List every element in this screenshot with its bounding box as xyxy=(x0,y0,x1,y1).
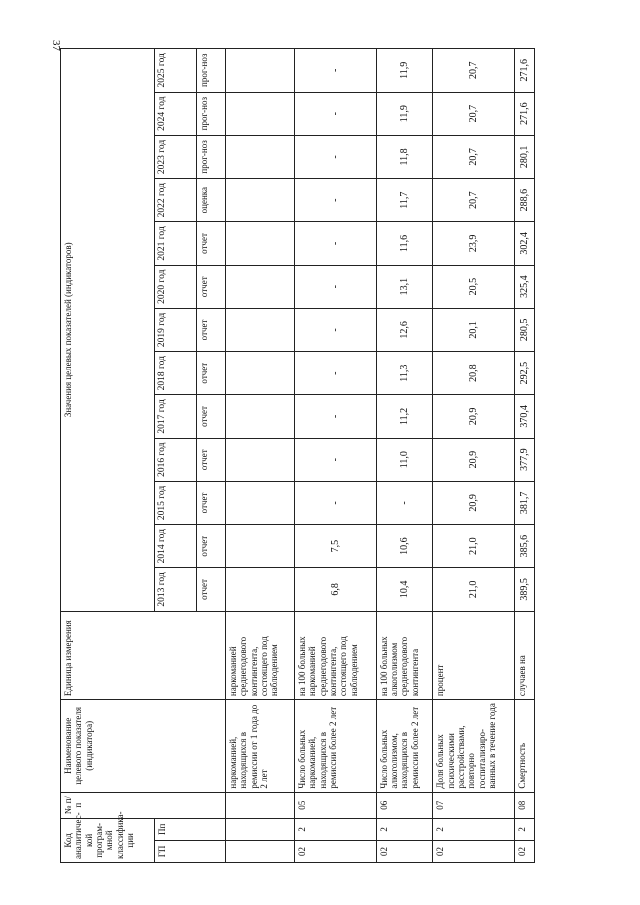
value-cell xyxy=(225,222,294,265)
value-cell: 325,4 xyxy=(514,265,534,308)
value-cell: 12,6 xyxy=(376,308,432,351)
unit-cell: процент xyxy=(433,611,515,700)
indicator-name-cell: Число больных алкоголизмом, находящихся в ремиссии более 2 лет xyxy=(376,700,432,793)
unit-cell: на 100 больных алкоголизмом среднегодового контингента xyxy=(376,611,432,700)
value-cell: 302,4 xyxy=(514,222,534,265)
indicator-table-sheet xyxy=(60,48,535,863)
table-row xyxy=(225,49,294,863)
value-cell: 11,6 xyxy=(376,222,432,265)
value-cell: 280,1 xyxy=(514,135,534,178)
value-cell xyxy=(225,525,294,568)
value-cell: - xyxy=(295,352,377,395)
status-header: отчет xyxy=(196,568,225,611)
value-cell: 10,4 xyxy=(376,568,432,611)
status-header: отчет xyxy=(196,525,225,568)
unit-cell: наркоманией среднегодового контингента, состоящего под наблюдением xyxy=(225,611,294,700)
status-header: отчет xyxy=(196,308,225,351)
value-cell: - xyxy=(376,481,432,524)
value-cell: - xyxy=(295,395,377,438)
value-cell: 20,5 xyxy=(433,265,515,308)
value-cell: 271,6 xyxy=(514,49,534,93)
num-header: № п/п xyxy=(61,792,226,818)
value-cell: 280,5 xyxy=(514,308,534,351)
pp-cell: 2 xyxy=(376,818,432,840)
value-cell xyxy=(225,179,294,222)
year-header: 2018 год xyxy=(155,352,196,395)
value-cell: 6,8 xyxy=(295,568,377,611)
value-cell: 20,8 xyxy=(433,352,515,395)
unit-cell: на 100 больных наркоманией среднегодового контингента, состоящего под наблюдением xyxy=(295,611,377,700)
unit-header: Единица измерения xyxy=(61,611,226,700)
gp-cell: 02 xyxy=(295,840,377,862)
year-header: 2021 год xyxy=(155,222,196,265)
value-cell: - xyxy=(295,265,377,308)
value-cell: 11,9 xyxy=(376,92,432,135)
value-cell: 11,9 xyxy=(376,49,432,93)
table-row xyxy=(376,49,432,863)
pp-cell xyxy=(225,818,294,840)
gp-cell: 02 xyxy=(514,840,534,862)
value-cell: - xyxy=(295,135,377,178)
value-cell: 7,5 xyxy=(295,525,377,568)
status-header: прог-ноз xyxy=(196,92,225,135)
value-cell xyxy=(225,265,294,308)
value-cell xyxy=(225,135,294,178)
indicator-name-cell: Число больных наркоманией, находящихся в ремиссии более 2 лет xyxy=(295,700,377,793)
pp-header: Пп xyxy=(155,818,226,840)
indicator-name-cell: Смертность xyxy=(514,700,534,793)
value-cell: 13,1 xyxy=(376,265,432,308)
indicator-name-cell: наркоманией, находящихся в ремиссии от 1 года до 2 лет xyxy=(225,700,294,793)
gp-header: ГП xyxy=(155,840,226,862)
year-header: 2025 год xyxy=(155,49,196,93)
value-cell: 20,9 xyxy=(433,438,515,481)
status-header: отчет xyxy=(196,395,225,438)
value-cell: 23,9 xyxy=(433,222,515,265)
pp-cell: 2 xyxy=(514,818,534,840)
table-row xyxy=(433,49,515,863)
value-cell: 288,6 xyxy=(514,179,534,222)
value-cell: 10,6 xyxy=(376,525,432,568)
code-header: Код аналитичес-кой програм-мной классифика-ции xyxy=(61,818,155,862)
value-cell: 292,5 xyxy=(514,352,534,395)
value-cell: - xyxy=(295,92,377,135)
num-cell: 06 xyxy=(376,792,432,818)
value-cell: - xyxy=(295,438,377,481)
gp-cell: 02 xyxy=(376,840,432,862)
status-header: прог-ноз xyxy=(196,49,225,93)
gp-cell: 02 xyxy=(433,840,515,862)
indicator-name-cell: Доля больных психическими расстройствами, повторно госпитализиро-ванных в течение года xyxy=(433,700,515,793)
status-header: отчет xyxy=(196,438,225,481)
value-cell: 20,9 xyxy=(433,481,515,524)
table-row xyxy=(295,49,377,863)
value-cell: - xyxy=(295,49,377,93)
num-cell: 05 xyxy=(295,792,377,818)
year-header: 2016 год xyxy=(155,438,196,481)
value-cell: 11,3 xyxy=(376,352,432,395)
value-cell: - xyxy=(295,481,377,524)
value-cell xyxy=(225,308,294,351)
value-cell: 20,1 xyxy=(433,308,515,351)
gp-cell xyxy=(225,840,294,862)
value-cell xyxy=(225,481,294,524)
year-header: 2022 год xyxy=(155,179,196,222)
value-cell xyxy=(225,438,294,481)
year-header: 2015 год xyxy=(155,481,196,524)
indicator-table xyxy=(60,48,535,863)
year-header: 2017 год xyxy=(155,395,196,438)
value-cell: 21,0 xyxy=(433,525,515,568)
value-cell: 20,7 xyxy=(433,49,515,93)
pp-cell: 2 xyxy=(433,818,515,840)
year-header: 2020 год xyxy=(155,265,196,308)
page-number: 37 xyxy=(50,40,62,51)
value-cell: 11,0 xyxy=(376,438,432,481)
values-header: Значения целевых показателей (индикаторов) xyxy=(61,49,155,612)
status-header: прог-ноз xyxy=(196,135,225,178)
year-header: 2013 год xyxy=(155,568,196,611)
value-cell: 21,0 xyxy=(433,568,515,611)
value-cell xyxy=(225,92,294,135)
num-cell: 07 xyxy=(433,792,515,818)
status-header: отчет xyxy=(196,222,225,265)
value-cell xyxy=(225,352,294,395)
year-header: 2023 год xyxy=(155,135,196,178)
value-cell: 11,7 xyxy=(376,179,432,222)
value-cell: 370,4 xyxy=(514,395,534,438)
num-cell: 08 xyxy=(514,792,534,818)
pp-cell: 2 xyxy=(295,818,377,840)
value-cell: - xyxy=(295,222,377,265)
year-header: 2019 год xyxy=(155,308,196,351)
num-cell xyxy=(225,792,294,818)
value-cell: - xyxy=(295,308,377,351)
value-cell xyxy=(225,49,294,93)
year-header: 2014 год xyxy=(155,525,196,568)
status-header: отчет xyxy=(196,352,225,395)
name-header: Наименование целевого показателя (индикатора) xyxy=(61,700,226,793)
value-cell: 381,7 xyxy=(514,481,534,524)
value-cell: 20,7 xyxy=(433,135,515,178)
value-cell: 385,6 xyxy=(514,525,534,568)
table-row xyxy=(514,49,534,863)
status-header: отчет xyxy=(196,481,225,524)
value-cell: - xyxy=(295,179,377,222)
unit-cell: случаев на xyxy=(514,611,534,700)
year-header: 2024 год xyxy=(155,92,196,135)
value-cell: 271,6 xyxy=(514,92,534,135)
value-cell: 377,9 xyxy=(514,438,534,481)
value-cell xyxy=(225,568,294,611)
value-cell: 389,5 xyxy=(514,568,534,611)
value-cell: 11,2 xyxy=(376,395,432,438)
value-cell: 20,7 xyxy=(433,92,515,135)
status-header: отчет xyxy=(196,265,225,308)
value-cell: 20,9 xyxy=(433,395,515,438)
value-cell: 11,8 xyxy=(376,135,432,178)
status-header: оценка xyxy=(196,179,225,222)
value-cell xyxy=(225,395,294,438)
value-cell: 20,7 xyxy=(433,179,515,222)
